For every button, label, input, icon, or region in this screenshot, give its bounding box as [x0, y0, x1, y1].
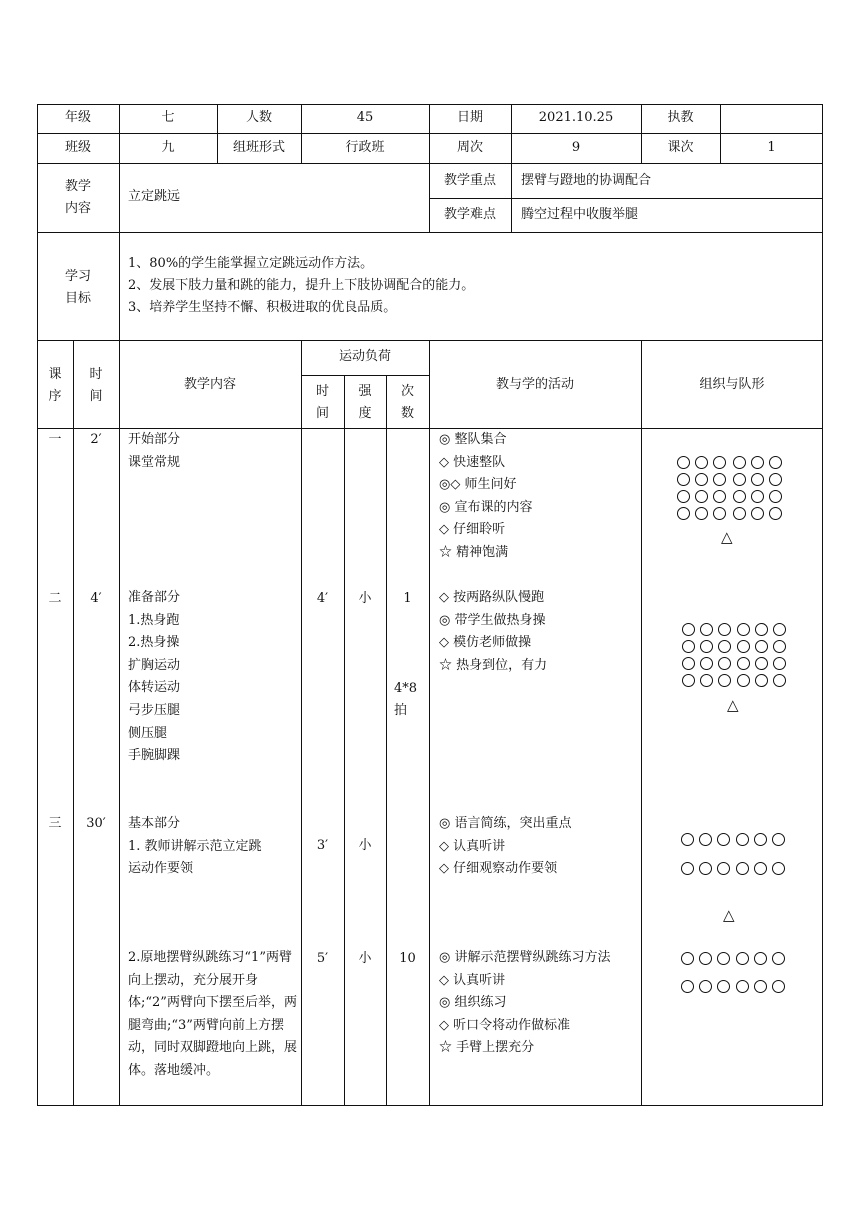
- student-circle: [769, 507, 782, 520]
- student-circle: [769, 456, 782, 469]
- student-circle: [755, 640, 768, 653]
- goals-label-2: 目标: [64, 291, 91, 306]
- student-circle: [682, 674, 695, 687]
- student-circle: [699, 862, 712, 875]
- student-circle: [713, 473, 726, 486]
- week-label: 周次: [456, 140, 483, 155]
- teacher-label: 执教: [667, 110, 694, 125]
- student-circle: [733, 456, 746, 469]
- content-label-2: 内容: [64, 201, 91, 216]
- col-load-time-1: 时: [315, 384, 329, 399]
- lesson-value: 1: [767, 140, 776, 155]
- student-circle: [717, 952, 730, 965]
- class-label: 班级: [64, 140, 91, 155]
- grade-label: 年级: [64, 110, 91, 125]
- student-circle: [700, 674, 713, 687]
- student-circle: [682, 640, 695, 653]
- student-circle: [733, 473, 746, 486]
- student-circle: [751, 456, 764, 469]
- difficulty-value: 腾空过程中收腹举腿: [521, 207, 639, 222]
- student-circle: [754, 980, 767, 993]
- student-circle: [700, 623, 713, 636]
- student-circle: [681, 952, 694, 965]
- student-circle: [677, 507, 690, 520]
- section-4-content: 2.原地摆臂纵跳练习“1”两臂向上摆动，充分展开身体;“2”两臂向下摆至后举，两腿弯曲;“3”两臂向前上方摆动，同时双脚蹬地向上跳，展体。落地缓冲。: [128, 950, 298, 1078]
- student-circle: [677, 490, 690, 503]
- col-load-time-2: 间: [315, 406, 329, 421]
- col-load: 运动负荷: [338, 349, 391, 364]
- student-circle: [699, 833, 712, 846]
- col-content: 教学内容: [183, 377, 236, 392]
- student-circle: [772, 833, 785, 846]
- activity-item: ◇ 认真听讲: [439, 972, 506, 988]
- student-circle: [773, 674, 786, 687]
- student-circle: [736, 862, 749, 875]
- section-2-time: 4′: [90, 591, 102, 606]
- section-4-load-time: 5′: [316, 951, 329, 966]
- student-circle: [751, 507, 764, 520]
- col-intensity-2: 度: [358, 406, 372, 421]
- group-value: 行政班: [345, 140, 385, 155]
- student-circle: [769, 473, 782, 486]
- col-time-1: 时: [89, 367, 103, 382]
- student-circle: [718, 640, 731, 653]
- student-circle: [695, 456, 708, 469]
- content-line: 运动作要领: [128, 861, 194, 877]
- student-circle: [695, 473, 708, 486]
- section-2-reps-extra-2: 拍: [394, 703, 408, 718]
- lesson-plan-table: [37, 104, 823, 1106]
- student-circle: [677, 456, 690, 469]
- student-circle: [695, 507, 708, 520]
- section-2-content: [128, 587, 180, 768]
- student-circle: [751, 490, 764, 503]
- student-circle: [713, 490, 726, 503]
- student-circle: [737, 674, 750, 687]
- teacher-triangle-icon: △: [721, 528, 733, 546]
- section-1-activities: [439, 429, 532, 565]
- student-circle: [699, 952, 712, 965]
- content-line: 1.热身跑: [128, 612, 180, 628]
- activity-item: ◎◇ 师生问好: [439, 477, 517, 493]
- student-circle: [755, 623, 768, 636]
- activity-item: ◇ 快速整队: [439, 454, 506, 470]
- key-point-label: 教学重点: [443, 173, 496, 188]
- count-value: 45: [356, 110, 374, 125]
- section-4-intensity: 小: [358, 951, 372, 966]
- section-2-seq: 二: [48, 591, 62, 606]
- col-organization: 组织与队形: [699, 377, 765, 392]
- student-circle: [700, 657, 713, 670]
- student-circle: [773, 640, 786, 653]
- student-circle: [751, 473, 764, 486]
- key-point-value: 摆臂与蹬地的协调配合: [521, 173, 652, 188]
- activity-item: ☆ 手臂上摆充分: [439, 1040, 535, 1056]
- activity-item: ◎ 整队集合: [439, 432, 507, 447]
- student-circle: [713, 456, 726, 469]
- activity-item: ☆ 精神饱满: [439, 544, 509, 560]
- student-circle: [718, 674, 731, 687]
- difficulty-label: 教学难点: [443, 207, 496, 222]
- goals-label-1: 学习: [64, 269, 91, 284]
- section-3-content: [128, 813, 262, 881]
- student-circle: [754, 862, 767, 875]
- content-value: 立定跳远: [128, 189, 181, 204]
- student-circle: [736, 952, 749, 965]
- student-circle: [717, 980, 730, 993]
- student-circle: [718, 623, 731, 636]
- section-3-activities: [439, 813, 571, 881]
- student-circle: [772, 952, 785, 965]
- student-circle: [755, 674, 768, 687]
- col-time-2: 间: [89, 389, 103, 404]
- student-circle: [713, 507, 726, 520]
- student-circle: [772, 980, 785, 993]
- content-line: 手腕脚踝: [128, 748, 181, 764]
- content-line: 开始部分: [128, 432, 181, 447]
- section-2-intensity: 小: [358, 591, 372, 606]
- activity-item: ◇ 仔细观察动作要领: [439, 861, 558, 877]
- student-circle: [718, 657, 731, 670]
- activity-item: ◎ 组织练习: [439, 995, 507, 1011]
- content-label-1: 教学: [64, 179, 91, 194]
- student-circle: [717, 862, 730, 875]
- content-line: 体转运动: [128, 680, 181, 696]
- student-circle: [681, 862, 694, 875]
- section-2-reps-extra-1: 4*8: [394, 681, 418, 696]
- section-2-load-time: 4′: [316, 591, 329, 606]
- col-seq-1: 课: [48, 367, 62, 382]
- student-circle: [699, 980, 712, 993]
- content-line: 基本部分: [128, 816, 181, 831]
- student-circle: [681, 980, 694, 993]
- col-reps-1: 次: [400, 384, 414, 399]
- activity-item: ☆ 热身到位，有力: [439, 657, 548, 673]
- section-2-activities: [439, 587, 547, 677]
- col-intensity-1: 强: [358, 384, 372, 399]
- activity-item: ◇ 仔细聆听: [439, 522, 506, 538]
- goal-item: 2、发展下肢力量和跳的能力，提升上下肢协调配合的能力。: [128, 278, 475, 293]
- date-label: 日期: [456, 110, 483, 125]
- student-circle: [736, 980, 749, 993]
- student-circle: [773, 623, 786, 636]
- student-circle: [737, 623, 750, 636]
- student-circle: [733, 490, 746, 503]
- activity-item: ◇ 认真听讲: [439, 838, 506, 854]
- student-circle: [733, 507, 746, 520]
- student-circle: [700, 640, 713, 653]
- activity-item: ◎ 宣布课的内容: [439, 499, 533, 515]
- activity-item: ◇ 模仿老师做操: [439, 635, 532, 651]
- goal-item: 3、培养学生坚持不懈、积极进取的优良品质。: [128, 300, 397, 315]
- section-3-time: 30′: [86, 816, 106, 831]
- student-circle: [773, 657, 786, 670]
- activity-item: ◎ 带学生做热身操: [439, 612, 546, 628]
- student-circle: [677, 473, 690, 486]
- activity-item: ◎ 语言简练，突出重点: [439, 816, 572, 831]
- student-circle: [754, 952, 767, 965]
- section-4-reps: 10: [399, 951, 416, 966]
- activity-item: ◎ 讲解示范摆臂纵跳练习方法: [439, 950, 611, 965]
- student-circle: [737, 657, 750, 670]
- col-seq-2: 序: [48, 389, 62, 404]
- count-label: 人数: [245, 110, 272, 125]
- student-circle: [754, 833, 767, 846]
- student-circle: [769, 490, 782, 503]
- activity-item: ◇ 按两路纵队慢跑: [439, 590, 545, 605]
- student-circle: [736, 833, 749, 846]
- section-3-seq: 三: [48, 816, 62, 831]
- group-label: 组班形式: [232, 140, 285, 155]
- content-line: 2.热身操: [128, 635, 180, 651]
- section-1-time: 2′: [90, 432, 102, 447]
- col-activities: 教与学的活动: [495, 377, 574, 392]
- student-circle: [772, 862, 785, 875]
- activity-item: ◇ 听口令将动作做标准: [439, 1017, 571, 1033]
- lesson-label: 课次: [667, 140, 694, 155]
- student-circle: [682, 657, 695, 670]
- section-1-content: [128, 429, 180, 474]
- student-circle: [755, 657, 768, 670]
- content-line: 课堂常规: [128, 454, 181, 470]
- section-4-activities: [439, 947, 635, 1060]
- class-value: 九: [161, 140, 175, 155]
- goal-item: 1、80%的学生能掌握立定跳远动作方法。: [128, 256, 374, 271]
- student-circle: [717, 833, 730, 846]
- teacher-triangle-icon: △: [723, 906, 735, 924]
- week-value: 9: [571, 140, 581, 155]
- student-circle: [681, 833, 694, 846]
- teacher-triangle-icon: △: [727, 696, 739, 714]
- section-3-load-time: 3′: [316, 838, 329, 853]
- content-line: 扩胸运动: [128, 657, 181, 673]
- student-circle: [682, 623, 695, 636]
- content-line: 弓步压腿: [128, 702, 181, 718]
- content-line: 1. 教师讲解示范立定跳: [128, 838, 262, 854]
- section-2-reps: 1: [403, 591, 412, 606]
- date-value: 2021.10.25: [538, 110, 614, 125]
- content-line: 侧压腿: [128, 725, 168, 741]
- section-3-intensity: 小: [358, 838, 372, 853]
- grade-value: 七: [161, 110, 175, 125]
- section-1-seq: 一: [48, 432, 62, 447]
- student-circle: [737, 640, 750, 653]
- content-line: 准备部分: [128, 590, 181, 605]
- student-circle: [695, 490, 708, 503]
- col-reps-2: 数: [400, 406, 414, 421]
